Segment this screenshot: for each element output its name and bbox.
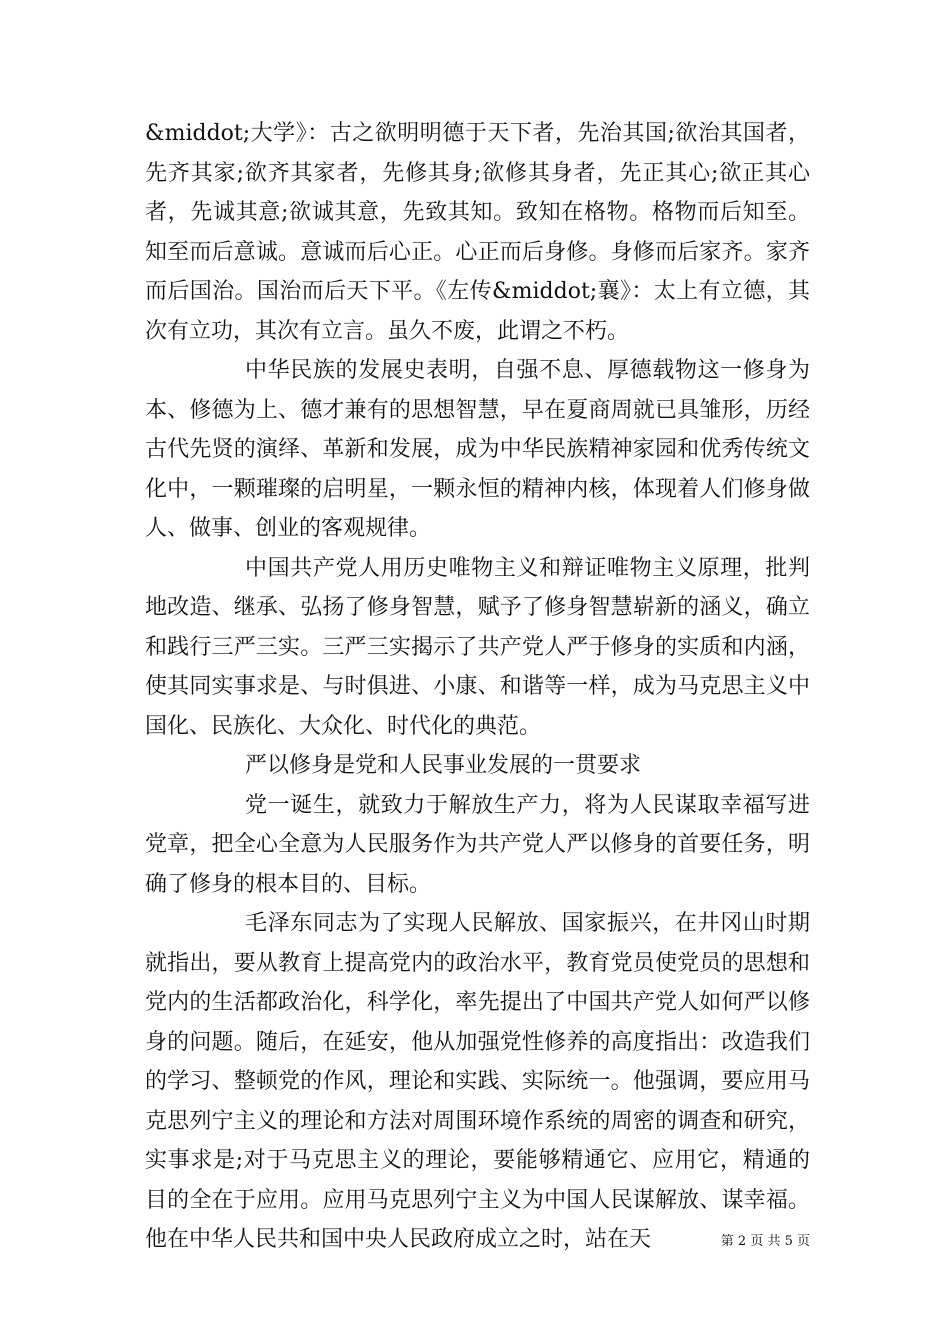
paragraph-mao-zedong: 毛泽东同志为了实现人民解放、国家振兴，在井冈山时期就指出，要从教育上提高党内的政治水平，教育党员使党员的思想和党内的生活都政治化，科学化，率先提出了中国共产党人如何严以修身的问题。随后，在延安，他从加强党性修养的高度指出：改造我们的学习、整顿党的作风，理论和实践、实际统一。他强调，要应用马克思列宁主义的理论和方法对周围环境作系统的周密的调查和研究，实事求是;对于马克思主义的理论，要能够精通它、应用它，精通的目的全在于应用。应用马克思列宁主义为中国人民谋解放、谋幸福。他在中华人民共和国中央人民政府成立之时，站在天	[145, 911, 810, 1252]
paragraph-party-founding: 党一诞生，就致力于解放生产力，将为人民谋取幸福写进党章，把全心全意为人民服务作为共产党人严以修身的首要任务，明确了修身的根本目的、目标。	[145, 792, 810, 897]
section-heading: 严以修身是党和人民事业发展的一贯要求	[245, 753, 642, 778]
paragraph-classics-quote: &middot;大学》：古之欲明明德于天下者，先治其国;欲治其国者，先齐其家;欲齐其家者，先修其身;欲修其身者，先正其心;欲正其心者，先诚其意;欲诚其意，先致其知。致知在格物。格物而后知至。知至而后意诚。意诚而后心正。心正而后身修。身修而后家齐。家齐而后国治。国治而后天下平。《左传&middot;襄》：太上有立德，其次有立功，其次有立言。虽久不废，此谓之不朽。	[145, 121, 810, 344]
document-body	[145, 114, 810, 1260]
paragraph-national-history: 中华民族的发展史表明，自强不息、厚德载物这一修身为本、修德为上、德才兼有的思想智慧，早在夏商周就已具雏形，历经古代先贤的演绎、革新和发展，成为中华民族精神家园和优秀传统文化中，一颗璀璨的启明星，一颗永恒的精神内核，体现着人们修身做人、做事、创业的客观规律。	[145, 358, 810, 541]
paragraph-communist-party: 中国共产党人用历史唯物主义和辩证唯物主义原理，批判地改造、继承、弘扬了修身智慧，赋予了修身智慧崭新的涵义，确立和践行三严三实。三严三实揭示了共产党人严于修身的实质和内涵，使其同实事求是、与时俱进、小康、和谐等一样，成为马克思主义中国化、民族化、大众化、时代化的典范。	[145, 555, 810, 739]
page-number-footer: 第 2 页 共 5 页	[720, 1234, 810, 1249]
